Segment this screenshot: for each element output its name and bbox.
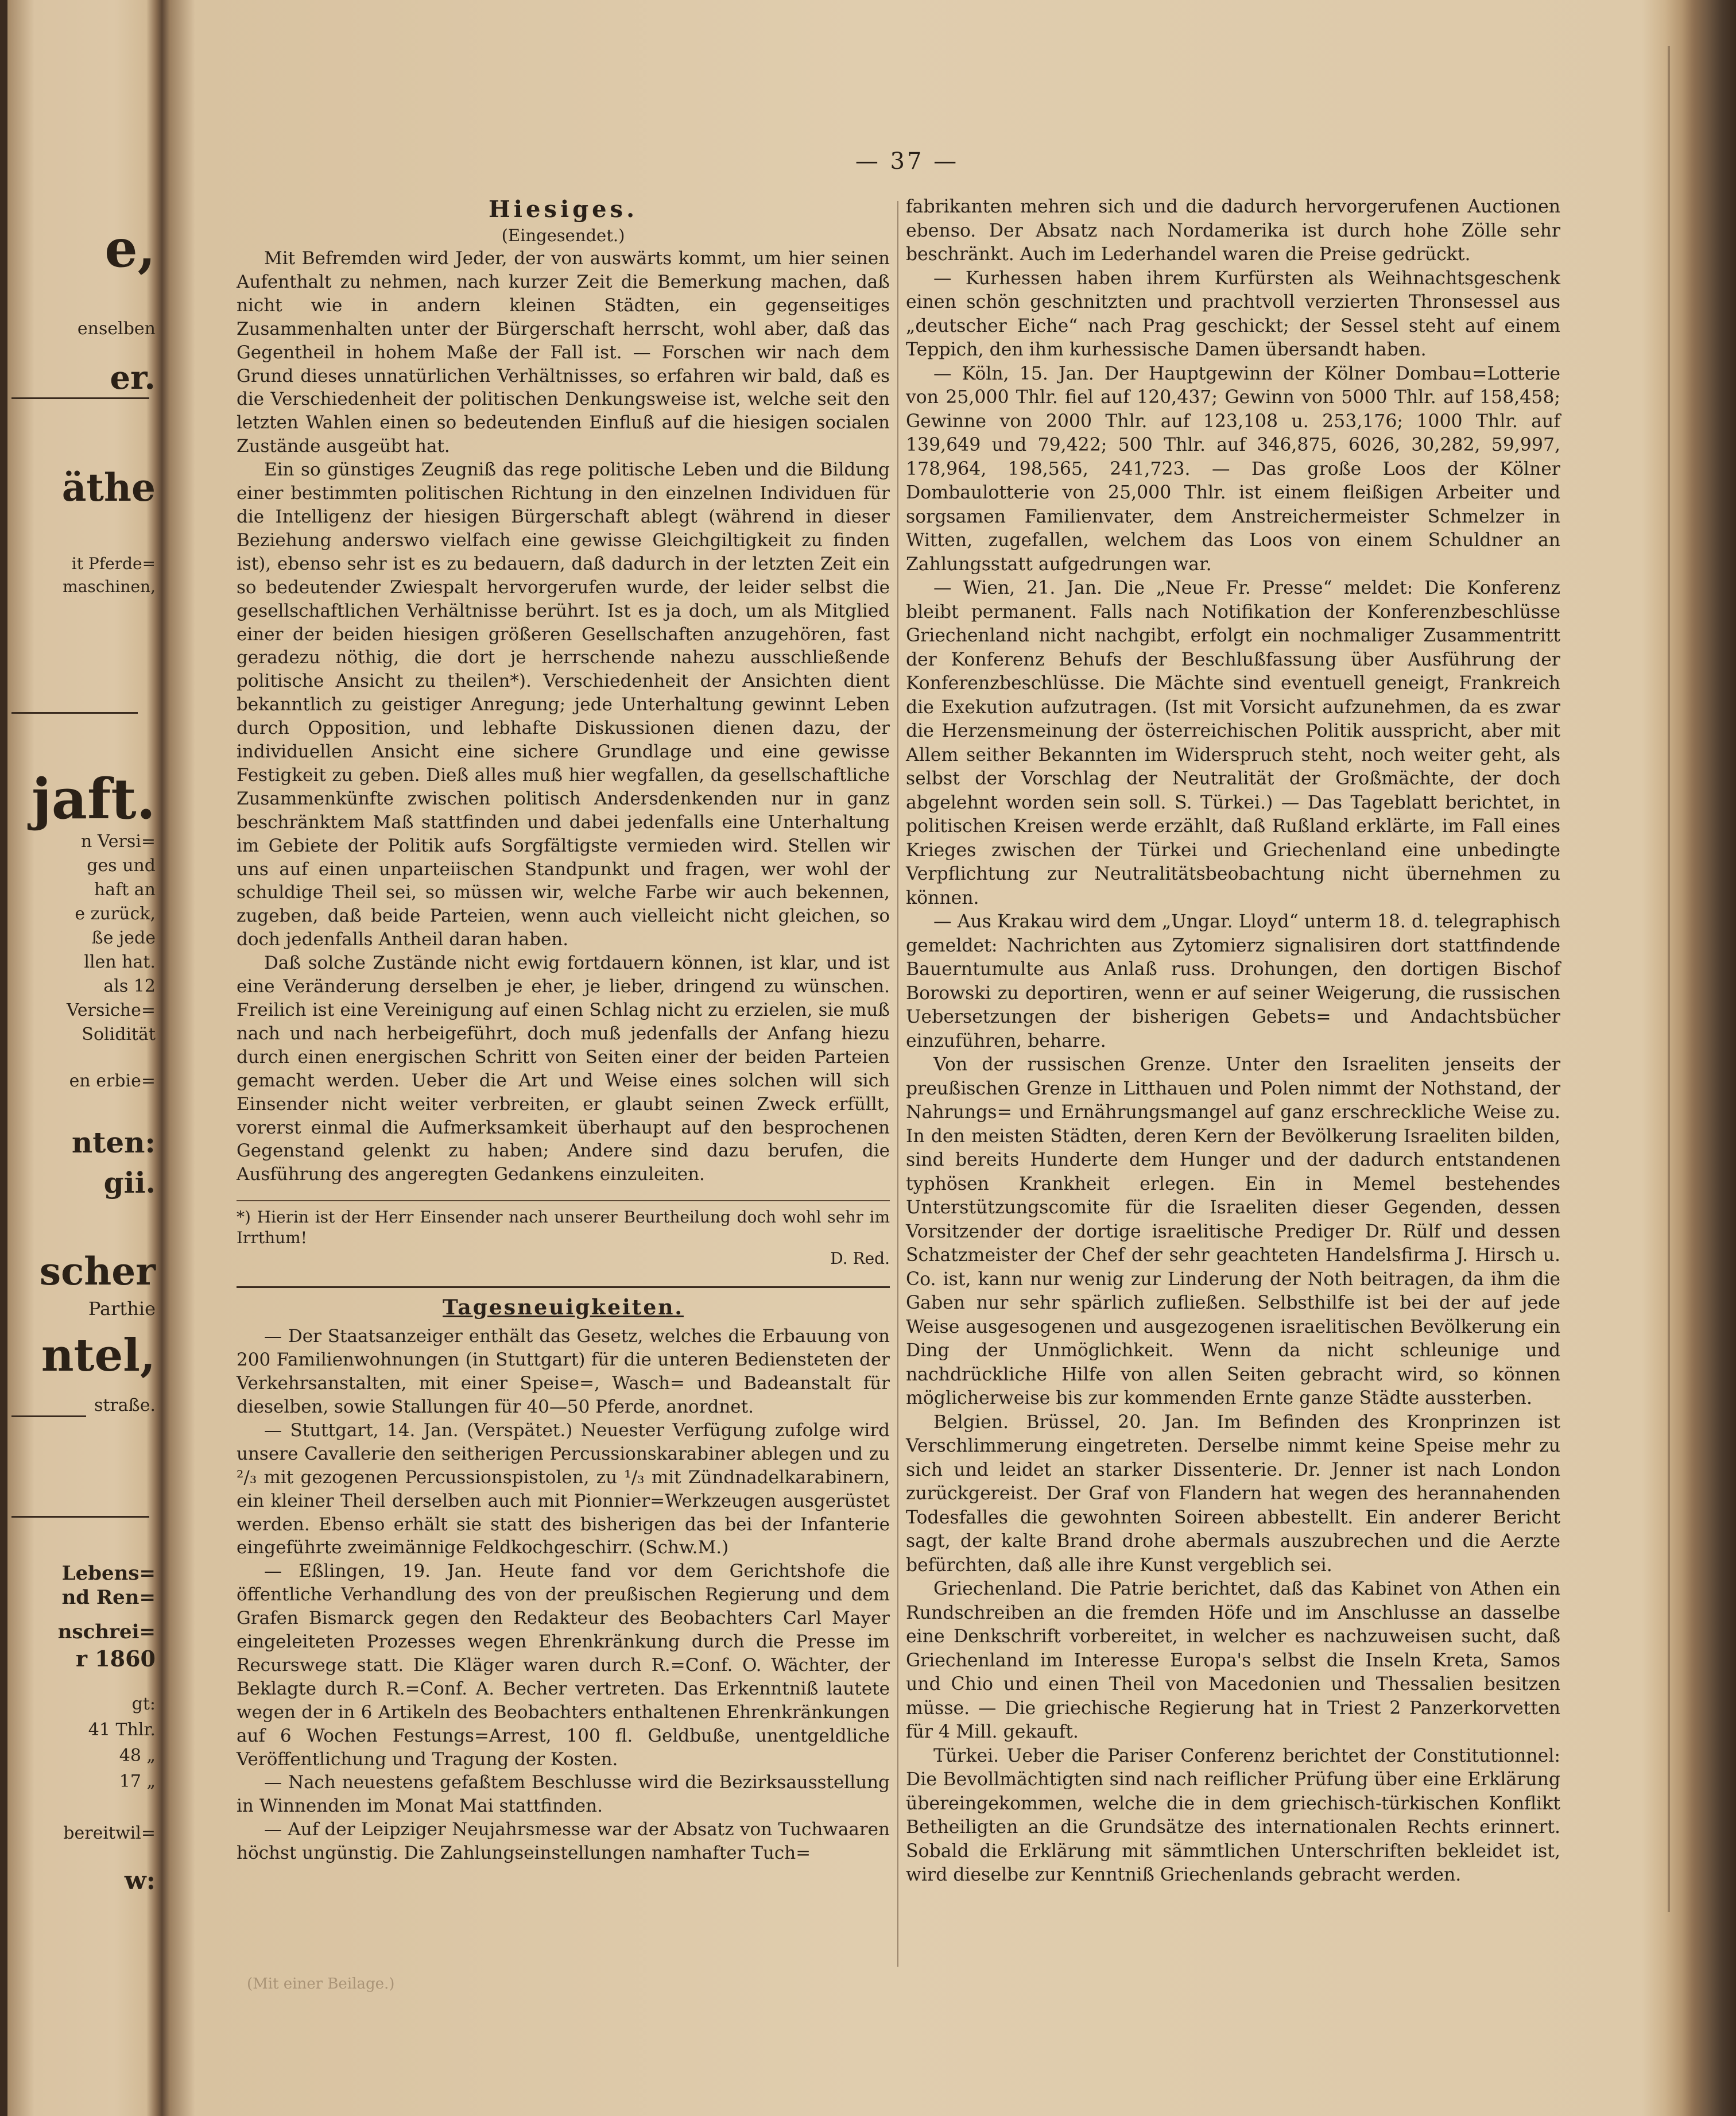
- previous-page-fragment: scher: [39, 1249, 156, 1294]
- previous-page-fragment: e zurück,: [75, 904, 156, 924]
- previous-page-edge: [0, 0, 164, 2116]
- news-item: — Stuttgart, 14. Jan. (Verspätet.) Neuester Verfügung zufolge wird unsere Cavallerie den seitherigen Percussionskarabiner ablegen und zu ²/₃ mit gezogenen Percussionspistolen, zu ¹/₃ mit Zündnadelkarabinern, ein kleiner Theil derselben auch mit Pionnier=Werkzeugen ausgerüstet werden. Ebenso erhält sie statt des bisherigen das bei der Infanterie eingeführte zweimännige Feldkochgeschirr. (Schw.M.): [237, 1419, 890, 1558]
- previous-page-fragment: nd Ren=: [61, 1586, 156, 1609]
- previous-page-fragment: Parthie: [88, 1298, 156, 1320]
- footnote-signature: D. Red.: [830, 1249, 890, 1268]
- footnote-text: *) Hierin ist der Herr Einsender nach unserer Beurtheilung doch wohl sehr im Irrthum!: [237, 1208, 890, 1248]
- previous-page-fragment: äthe: [61, 465, 156, 510]
- left-page-rule: [11, 397, 149, 399]
- article-subheading: (Eingesendet.): [501, 226, 625, 245]
- news-item: Türkei. Ueber die Pariser Conferenz berichtet der Constitutionnel: Die Bevollmächtigten sind nach reiflicher Prüfung über eine Erklärung übereingekommen, welche die in dem griechisch-türkischen Konflikt Betheiligten an die Grundsätze des internationalen Rechts erinnert. Sobald die Erklärung mit sämmtlichen Unterschriften bekleidet ist, wird dieselbe zur Kenntniß Griechenlands gebracht werden.: [906, 1745, 1560, 1885]
- previous-page-fragment: en erbie=: [69, 1071, 156, 1091]
- news-item: fabrikanten mehren sich und die dadurch hervorgerufenen Auctionen ebenso. Der Absatz nach Nordamerika ist durch hohe Zölle sehr beschränkt. Auch im Lederhandel waren die Preise gedrückt.: [906, 196, 1560, 265]
- news-item: — Nach neuestens gefaßtem Beschlusse wird die Bezirksausstellung in Winnenden im Monat Mai stattfinden.: [237, 1772, 890, 1817]
- previous-page-fragment: Solidität: [82, 1024, 156, 1045]
- right-column: [906, 195, 1560, 1887]
- article-paragraph: Ein so günstiges Zeugniß das rege politische Leben und die Bildung einer bestimmten politischen Richtung in den einzelnen Individuen für die Intelligenz der hiesigen Bürgerschaft ablegt (während in dieser Beziehung anderswo vielfach eine gewisse Gleichgiltigkeit zu finden ist), ebenso sehr ist es zu bedauern, daß dadurch in der letzten Zeit ein so bedeutender Zwiespalt hervorgerufen wurde, der leider selbst die gesellschaftlichen Verhältnisse berührt. Ist es ja doch, um als Mitglied einer der beiden hiesigen größeren Gesellschaften anzugehören, fast geradezu nöthig, die dort je herrschende nahezu ausschließende politische Ansicht zu theilen*). Verschiedenheit der Ansichten dient bekanntlich zu geistiger Anregung; jede Unterhaltung gewinnt Leben durch Opposition, und lebhafte Diskussionen dienen dazu, der individuellen Ansicht eine sichere Grundlage und eine gewisse Festigkeit zu geben. Dieß alles muß hier wegfallen, da gesellschaftliche Zusammenkünfte zwischen politisch Andersdenkenden nur in ganz beschränktem Maß stattfinden und dabei jedenfalls eine Unterhaltung im Gebiete der Politik aufs Sorgfältigste vermieden wird. Stellen wir uns auf einen unparteiischen Standpunkt und fragen, wer wohl der schuldige Theil sei, so müssen wir, welche Farbe wir auch bekennen, zugeben, daß beide Parteien, wenn auch vielleicht nicht gleichen, so doch jedenfalls Antheil daran haben.: [237, 459, 890, 950]
- previous-page-fragment: Lebens=: [61, 1562, 156, 1585]
- column-divider: [897, 201, 898, 1967]
- previous-page-fragment: jaft.: [32, 767, 156, 831]
- previous-page-fragment: Versiche=: [66, 1000, 156, 1020]
- previous-page-fragment: enselben: [77, 319, 156, 339]
- article-paragraph: Mit Befremden wird Jeder, der von auswärts kommt, um hier seinen Aufenthalt zu nehmen, nach kurzer Zeit die Bemerkung machen, daß nicht wie in andern kleinen Städten, ein gegenseitiges Zusammenhalten unter der Bürgerschaft herrscht, wohl aber, daß das Gegentheil in hohem Maße der Fall ist. — Forschen wir nach dem Grund dieses unnatürlichen Verhältnisses, so erfahren wir bald, daß es die Verschiedenheit der politischen Denkungsweise ist, welche seit den letzten Wahlen einen so bedeutenden Einfluß auf die hiesigen socialen Zustände ausgeübt hat.: [237, 248, 890, 457]
- previous-page-fragment: e,: [104, 218, 156, 279]
- news-item: — Köln, 15. Jan. Der Hauptgewinn der Kölner Dombau=Lotterie von 25,000 Thlr. fiel auf 120,437; Gewinn von 5000 Thlr. auf 158,458; Gewinne von 2000 Thlr. auf 123,108 u. 253,176; 1000 Thlr. auf 139,649 und 79,422; 500 Thlr. auf 346,875, 6026, 30,282, 59,997, 178,964, 198,565, 241,723. — Das große Loos der Kölner Dombaulotterie von 25,000 Thlr. ist einem fleißigen Arbeiter und sorgsamen Familienvater, dem Anstreichermeister Schmelzer in Witten, zugefallen, welchem das Loos von einem Schuldner an Zahlungsstatt aufgedrungen war.: [906, 363, 1560, 575]
- news-item: — Der Staatsanzeiger enthält das Gesetz, welches die Erbauung von 200 Familienwohnungen (in Stuttgart) für die unteren Bediensteten der Verkehrsanstalten, mit einer Speise=, Wasch= und Badeanstalt für dieselben, sowie Stallungen für 40—50 Pferde, anordnet.: [237, 1326, 890, 1417]
- previous-page-fragment: r 1860: [75, 1646, 156, 1672]
- page-number: — 37 —: [855, 148, 959, 175]
- left-page-rule: [11, 1415, 86, 1417]
- previous-page-fragment: er.: [110, 359, 156, 397]
- previous-page-fragment: gii.: [103, 1166, 156, 1200]
- news-item: Von der russischen Grenze. Unter den Israeliten jenseits der preußischen Grenze in Litthauen und Polen nimmt der Nothstand, der Nahrungs= und Ernährungsmangel auf ganz erschreckliche Weise zu. In den meisten Städten, deren Kern der Bevölkerung Israeliten bilden, sind bereits Hunderte dem Hunger und der dadurch entstandenen typhösen Krankheit erlegen. Ein in Memel bestehendes Unterstützungscomite für die Israeliten dieser Gegenden, dessen Vorsitzender der dortige israelitische Prediger Dr. Rülf und dessen Schatzmeister der Chef der sehr geachteten Handelsfirma J. Hirsch u. Co. ist, kann nur wenig zur Linderung der Noth beitragen, da ihm die Gaben nur sehr spärlich zufließen. Selbsthilfe ist bei der auf jede Weise ausgesogenen und ausgezogenen israelitischen Bevölkerung ein Ding der Unmöglichkeit. Wenn da nicht schleunige und nachdrückliche Hilfe von allen Seiten gebracht wird, so können möglicherweise bis zur kommenden Ernte ganze Städte aussterben.: [906, 1054, 1560, 1409]
- news-item: — Aus Krakau wird dem „Ungar. Lloyd“ unterm 18. d. telegraphisch gemeldet: Nachrichten aus Zytomierz signalisiren dort stattfindende Bauerntumulte aus Anlaß russ. Drohungen, den dortigen Bischof Borowski zu deportiren, wenn er auf seiner Weigerung, die russischen Uebersetzungen der bisherigen Gebets= und Andachtsbücher einzuführen, beharre.: [906, 911, 1560, 1051]
- previous-page-fragment: ntel,: [41, 1329, 156, 1382]
- bleed-through-text: (Mit einer Beilage.): [247, 1975, 395, 1993]
- previous-page-fragment: maschinen,: [63, 577, 156, 596]
- previous-page-fragment: w:: [124, 1866, 156, 1895]
- previous-page-fragment: nschrei=: [57, 1620, 156, 1643]
- left-column: [237, 195, 890, 1865]
- previous-page-fragment: it Pferde=: [71, 554, 156, 573]
- page-edge-line: [1668, 46, 1670, 1912]
- article-paragraph: Daß solche Zustände nicht ewig fortdauern können, ist klar, und ist eine Veränderung derselben je eher, je lieber, dringend zu wünschen. Freilich ist eine Vereinigung auf einen Schlag nicht zu erzielen, sie muß nach und nach herbeigeführt, doch muß jedenfalls der Anfang hiezu durch einen energischen Schritt von Seiten einer der beiden Parteien gemacht werden. Ueber die Art und Weise eines solchen will sich Einsender nicht weiter verbreiten, er glaubt seinen Zweck erfüllt, vorerst einmal die Aufmerksamkeit überhaupt auf den besprochenen Gegenstand gelenkt zu haben; Andere sind dazu berufen, die Ausführung des angeregten Gedankens einzuleiten.: [237, 953, 890, 1185]
- article-heading: Hiesiges.: [488, 196, 638, 223]
- previous-page-fragment: 48 „: [119, 1746, 156, 1766]
- previous-page-fragment: nten:: [71, 1125, 156, 1159]
- left-page-rule: [11, 1516, 149, 1518]
- previous-page-fragment: haft an: [94, 880, 156, 900]
- news-item: — Kurhessen haben ihrem Kurfürsten als Weihnachtsgeschenk einen schön geschnitzten und prachtvoll verzierten Thronsessel aus „deutscher Eiche“ nach Prag geschickt; der Sessel steht auf einem Teppich, den ihm kurhessische Damen übersandt haben.: [906, 268, 1560, 360]
- section-rule: [237, 1286, 890, 1288]
- previous-page-fragment: ße jede: [91, 928, 156, 948]
- previous-page-fragment: llen hat.: [84, 952, 156, 972]
- news-item: — Eßlingen, 19. Jan. Heute fand vor dem Gerichtshofe die öffentliche Verhandlung des von der preußischen Regierung und dem Grafen Bismarck gegen den Redakteur des Beobachters Carl Mayer eingeleiteten Prozesses wegen Ehrenkränkung durch die Presse im Recurswege statt. Die Kläger waren durch R.=Conf. O. Wächter, der Beklagte durch R.=Conf. A. Becher vertreten. Das Erkenntniß lautete wegen der in 6 Artikeln des Beobachters enthaltenen Ehrenkränkungen auf 6 Wochen Festungs=Arrest, 100 fl. Geldbuße, unentgeldliche Veröffentlichung und Tragung der Kosten.: [237, 1561, 890, 1770]
- previous-page-fragment: bereitwil=: [63, 1823, 156, 1843]
- footnote: [237, 1200, 890, 1269]
- news-item: Belgien. Brüssel, 20. Jan. Im Befinden des Kronprinzen ist Verschlimmerung eingetreten. Derselbe nimmt keine Speise mehr zu sich und leidet an starker Dissenterie. Dr. Jenner ist nach London zurückgereist. Der Graf von Flandern hat wegen des herannahenden Todesfalles die gewohnten Soireen abbestellt. Ein anderer Bericht sagt, der kalte Brand drohe abermals auszubrechen und die Aerzte befürchten, daß alle ihre Kunst vergeblich sei.: [906, 1411, 1560, 1576]
- left-page-rule: [11, 712, 138, 714]
- previous-page-fragment: als 12: [103, 976, 156, 996]
- news-item: — Wien, 21. Jan. Die „Neue Fr. Presse“ meldet: Die Konferenz bleibt permanent. Falls nach Notifikation der Konferenzbeschlüsse Griechenland nicht nachgibt, erfolgt ein nochmaliger Zusammentritt der Konferenz Behufs der Beschlußfassung über Ausführung der Konferenzbeschlüsse. Die Mächte sind eventuell geneigt, Frankreich die Exekution aufzutragen. (Ist mit Vorsicht aufzunehmen, da es zwar die Herzensmeinung der österreichischen Politik ausspricht, aber mit Allem seither Bekannten im Widerspruch steht, noch weiter geht, als selbst der Vorschlag der Neutralität der Großmächte, der doch abgelehnt worden sein soll. S. Türkei.) — Das Tageblatt berichtet, in politischen Kreisen werde erzählt, daß Rußland erklärte, im Fall eines Krieges zwischen der Türkei und Griechenland eine unbedingte Verpflichtung zur Neutralitätsbeobachtung nicht übernehmen zu können.: [906, 578, 1560, 908]
- previous-page-fragment: 41 Thlr.: [88, 1720, 156, 1740]
- previous-page-fragment: n Versi=: [81, 831, 156, 852]
- previous-page-fragment: ges und: [87, 856, 156, 876]
- previous-page-fragment: gt:: [131, 1694, 156, 1714]
- previous-page-fragment: 17 „: [119, 1771, 156, 1792]
- previous-page-fragment: straße.: [94, 1395, 156, 1415]
- news-section-title: Tagesneuigkeiten.: [443, 1295, 684, 1320]
- news-item: — Auf der Leipziger Neujahrsmesse war der Absatz von Tuchwaaren höchst ungünstig. Die Zahlungseinstellungen namhafter Tuch=: [237, 1819, 890, 1864]
- news-item: Griechenland. Die Patrie berichtet, daß das Kabinet von Athen ein Rundschreiben an die fremden Höfe und im Anschlusse an dasselbe eine Denkschrift vorbereitet, in welcher es nachzuweisen sucht, daß Griechenland im Interesse Europa's selbst die Inseln Kreta, Samos und Chio und einen Theil von Macedonien und Thessalien besitzen müsse. — Die griechische Regierung hat in Triest 2 Panzerkorvetten für 4 Mill. gekauft.: [906, 1579, 1560, 1742]
